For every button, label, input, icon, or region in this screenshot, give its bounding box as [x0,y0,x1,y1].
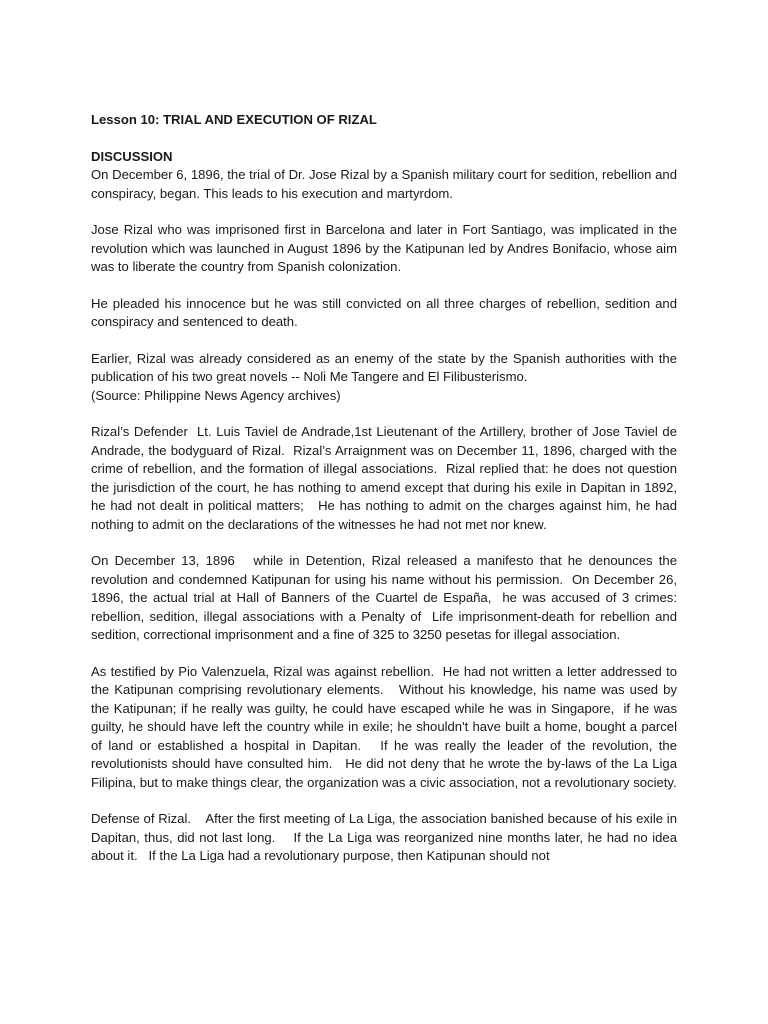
paragraph-source: (Source: Philippine News Agency archives) [91,387,341,403]
paragraph-manifesto: On December 13, 1896 while in Detention, Rizal released a manifesto that he denounces the revolution and condemned Katipunan for using his name without his permission. On December 26, 1896, the actual trial at Hall of Banners of the Cuartel de España, he was accused of 3 crimes: rebellion, sedition, illegal associations with a Penalty of Life imprisonment-death for rebellion and sedition, correctional imprisonment and a fine of 325 to 3250 pesetas for illegal association. [91,553,681,642]
paragraph-valenzuela: As testified by Pio Valenzuela, Rizal was against rebellion. He had not written a letter addressed to the Katipunan comprising revolutionary elements. Without his knowledge, his name was used by the Katipunan; if he really was guilty, he could have escaped while he was in Singapore, if he was guilty, he should have left the country while in exile; he shouldn't have built a home, bought a parcel of land or established a hospital in Dapitan. If he was really the leader of the revolution, the revolutionists should have consulted him. He did not deny that he wrote the by-laws of the La Liga Filipina, but to make things clear, the organization was a civic association, not a revolutionary society. [91,663,681,790]
paragraph-novels: Earlier, Rizal was already considered as an enemy of the state by the Spanish authorities with the publication of his two great novels -- Noli Me Tangere and El Filibusterismo. [91,350,681,384]
paragraph-trial-start: On December 6, 1896, the trial of Dr. Jose Rizal by a Spanish military court for sedition, rebellion and conspiracy, began. This leads to his execution and martyrdom. [91,167,681,201]
paragraph-conviction: He pleaded his innocence but he was still convicted on all three charges of rebellion, sedition and conspiracy and sentenced to death. [91,295,681,329]
paragraph-defense: Defense of Rizal. After the first meeting of La Liga, the association banished because of his exile in Dapitan, thus, did not last long. If the La Liga was reorganized nine months later, he had no idea about it. If the La Liga had a revolutionary purpose, then Katipunan should not [91,811,681,863]
lesson-title: Lesson 10: TRIAL AND EXECUTION OF RIZAL [91,112,377,127]
paragraph-imprisonment: Jose Rizal who was imprisoned first in Barcelona and later in Fort Santiago, was implicated in the revolution which was launched in August 1896 by the Katipunan led by Andres Bonifacio, whose aim was to liberate the country from Spanish colonization. [91,222,681,274]
paragraph-defender: Rizal’s Defender Lt. Luis Taviel de Andrade,1st Lieutenant of the Artillery, brother of Jose Taviel de Andrade, the bodyguard of Rizal. Rizal’s Arraignment was on December 11, 1896, charged with the crime of rebellion, and the formation of illegal associations. Rizal replied that: he does not question the jurisdiction of the court, he has nothing to amend except that during his exile in Dapitan in 1892, he had not dealt in political matters; He has nothing to admit on the charges against him, he had nothing to admit on the declarations of the witnesses he had not met nor knew. [91,424,681,532]
section-heading: DISCUSSION [91,148,173,164]
document-page [91,111,681,884]
